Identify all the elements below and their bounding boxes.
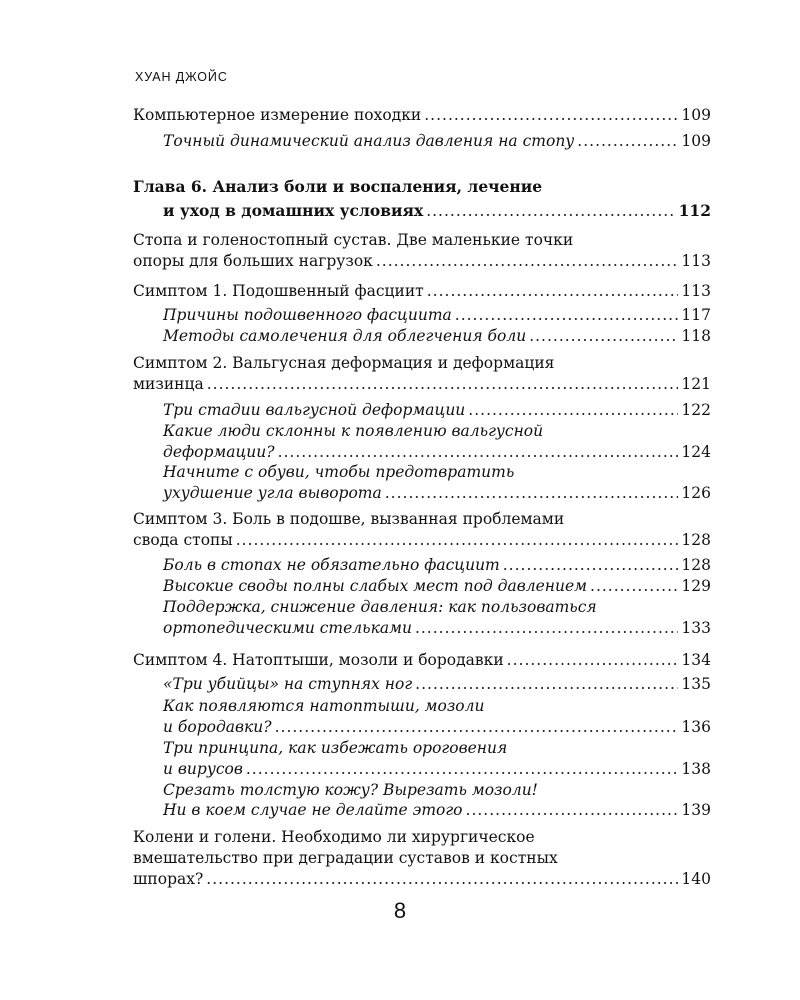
toc-entry: [163, 576, 711, 596]
toc-page-number: 140: [681, 870, 711, 888]
leader-dots: [577, 131, 678, 151]
toc-entry: [133, 509, 711, 529]
toc-entry: [163, 483, 711, 503]
toc-page-number: 117: [681, 306, 711, 324]
leader-dots: [426, 201, 675, 221]
toc-entry-title: Методы самолечения для облегчения боли: [163, 327, 527, 345]
toc-entry-title: Колени и голени. Необходимо ли хирургическое: [133, 828, 535, 846]
toc-entry-title: Начните с обуви, чтобы предотвратить: [163, 463, 515, 481]
toc-entry-title: ухудшение угла выворота: [163, 484, 382, 502]
leader-dots: [385, 483, 679, 503]
toc-entry: [163, 326, 711, 346]
toc-entry: [133, 353, 711, 373]
toc-entry: [163, 131, 711, 151]
toc-entry: [163, 462, 711, 482]
toc-entry-title: Боль в стопах не обязательно фасциит: [163, 556, 500, 574]
toc-entry-title: Причины подошвенного фасциита: [163, 306, 452, 324]
toc-entry-title: свода стопы: [133, 531, 233, 549]
toc-page-number: 109: [681, 132, 711, 150]
leader-dots: [376, 251, 679, 271]
toc-entry-title: опоры для больших нагрузок: [133, 252, 373, 270]
leader-dots: [278, 442, 679, 462]
running-head: ХУАН ДЖОЙС: [135, 70, 228, 84]
leader-dots: [236, 530, 679, 550]
leader-dots: [455, 305, 679, 325]
toc-page-number: 121: [681, 375, 711, 393]
toc-entry-title: Стопа и голеностопный сустав. Две маленькие точки: [133, 231, 574, 249]
toc-entry: [133, 827, 711, 847]
toc-entry: [163, 800, 711, 820]
toc-page-number: 134: [681, 651, 711, 669]
toc-entry: [163, 421, 711, 441]
toc-page-number: 124: [681, 443, 711, 461]
leader-dots: [590, 576, 678, 596]
leader-dots: [427, 281, 679, 301]
toc-entry-title: Симптом 4. Натоптыши, мозоли и бородавки: [133, 651, 504, 669]
toc-entry: [133, 105, 711, 125]
toc-page-number: 128: [681, 531, 711, 549]
toc-entry: [133, 281, 711, 301]
toc-entry: [163, 674, 711, 694]
toc-entry-title: шпорах?: [133, 870, 204, 888]
toc-entry: [133, 869, 711, 889]
toc-entry: [133, 201, 711, 221]
toc-entry: [163, 759, 711, 779]
toc-page-number: 133: [681, 619, 711, 637]
toc-entry: [163, 305, 711, 325]
leader-dots: [415, 674, 678, 694]
toc-page-number: 139: [681, 801, 711, 819]
toc-page-number: 126: [681, 484, 711, 502]
toc-page-number: 113: [681, 252, 711, 270]
toc-entry-title: и вирусов: [163, 760, 243, 778]
toc-entry: [133, 530, 711, 550]
toc-page-number: 136: [681, 718, 711, 736]
toc-entry: [163, 618, 711, 638]
toc-entry-title: Высокие своды полны слабых мест под давлением: [163, 577, 588, 595]
toc-entry-title: Срезать толстую кожу? Вырезать мозоли!: [163, 781, 538, 799]
toc-entry: [133, 650, 711, 670]
toc-entry: [163, 400, 711, 420]
leader-dots: [275, 717, 679, 737]
leader-dots: [206, 869, 678, 889]
toc-page-number: 135: [681, 675, 711, 693]
toc-entry-title: Как появляются натоптыши, мозоли: [163, 697, 485, 715]
toc-page-number: 122: [681, 401, 711, 419]
toc-entry-title: Глава 6. Анализ боли и воспаления, лечение: [133, 177, 543, 196]
toc-page-number: 129: [681, 577, 711, 595]
toc-entry-title: «Три убийцы» на ступнях ног: [163, 675, 413, 693]
toc-entry-title: вмешательство при деградации суставов и костных: [133, 849, 558, 867]
toc-entry: [163, 738, 711, 758]
toc-page-number: 109: [681, 106, 711, 124]
toc-page-number: 112: [678, 201, 711, 220]
toc-entry-title: Ни в коем случае не делайте этого: [163, 801, 463, 819]
toc-entry-title: деформации?: [163, 443, 275, 461]
toc-entry: [163, 442, 711, 462]
toc-entry: [163, 696, 711, 716]
toc-entry-title: Какие люди склонны к появлению вальгусной: [163, 422, 544, 440]
toc-entry-title: Три стадии вальгусной деформации: [163, 401, 466, 419]
toc-entry: [163, 717, 711, 737]
leader-dots: [415, 618, 678, 638]
toc-entry-title: Симптом 2. Вальгусная деформация и деформация: [133, 354, 555, 372]
toc-entry-title: Симптом 1. Подошвенный фасциит: [133, 282, 424, 300]
toc-page-number: 128: [681, 556, 711, 574]
toc-entry: [163, 597, 711, 617]
page-number: 8: [393, 898, 407, 923]
chapter-title: [133, 177, 711, 197]
toc-entry-title: Симптом 3. Боль в подошве, вызванная проблемами: [133, 510, 565, 528]
leader-dots: [503, 555, 679, 575]
leader-dots: [424, 105, 678, 125]
toc-entry: [133, 251, 711, 271]
toc-entry: [133, 230, 711, 250]
leader-dots: [468, 400, 678, 420]
toc-entry-title: Компьютерное измерение походки: [133, 106, 422, 124]
toc-entry-title: Поддержка, снижение давления: как пользоваться: [163, 598, 597, 616]
toc-entry-title: Точный динамический анализ давления на стопу: [163, 132, 575, 150]
leader-dots: [207, 374, 679, 394]
toc-entry-title: ортопедическими стельками: [163, 619, 412, 637]
toc-entry-title: Три принципа, как избежать ороговения: [163, 739, 508, 757]
toc-entry-title: и бородавки?: [163, 718, 272, 736]
toc-entry: [163, 780, 711, 800]
toc-entry-title: мизинца: [133, 375, 204, 393]
toc-entry: [133, 374, 711, 394]
toc-page-number: 113: [681, 282, 711, 300]
toc-entry-title: и уход в домашних условиях: [163, 201, 424, 220]
toc-page-number: 118: [681, 327, 711, 345]
toc-entry: [163, 555, 711, 575]
leader-dots: [466, 800, 679, 820]
leader-dots: [529, 326, 678, 346]
toc-entry: [133, 848, 711, 868]
leader-dots: [507, 650, 679, 670]
toc-page-number: 138: [681, 760, 711, 778]
leader-dots: [246, 759, 679, 779]
